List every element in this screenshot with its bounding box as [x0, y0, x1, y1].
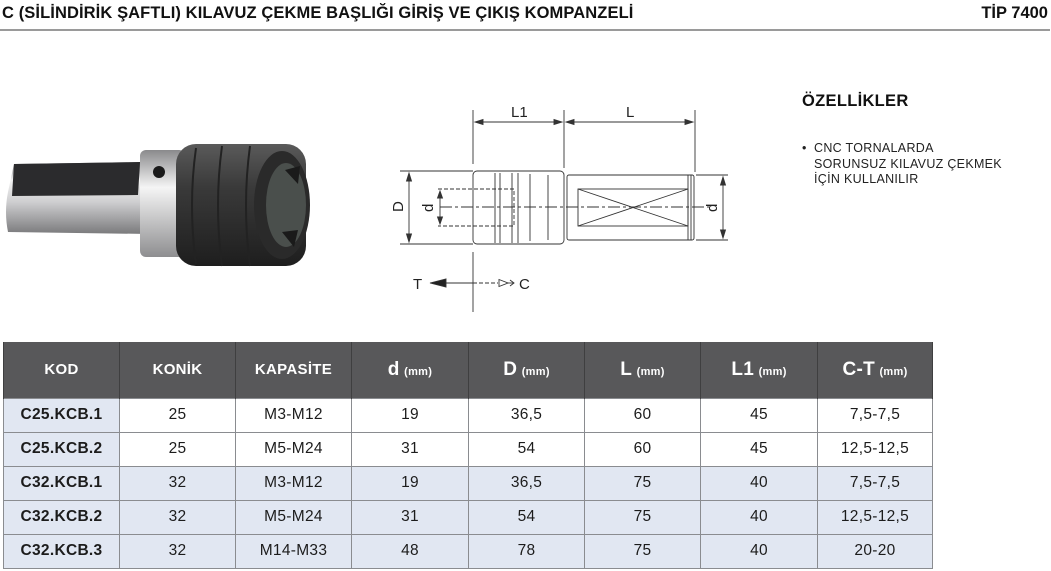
cell-D: 54 — [469, 432, 585, 466]
cell-L: 75 — [585, 534, 701, 568]
title-bar — [0, 0, 1051, 32]
features-heading: ÖZELLİKLER — [802, 92, 909, 110]
cell-kapasite: M5-M24 — [236, 500, 352, 534]
label-d-left: d — [420, 203, 437, 212]
col-header-D: D (mm) — [469, 342, 585, 398]
cell-ct: 7,5-7,5 — [818, 466, 933, 500]
cell-d: 19 — [352, 466, 469, 500]
label-C: C — [519, 276, 530, 293]
page-title: C (SİLİNDİRİK ŞAFTLI) KILAVUZ ÇEKME BAŞLIĞI GİRİŞ VE ÇIKIŞ KOMPANZELİ — [2, 4, 634, 22]
product-photo — [0, 122, 340, 292]
cell-ct: 12,5-12,5 — [818, 500, 933, 534]
col-header-konik: KONİK — [120, 342, 236, 398]
title-divider — [0, 29, 1050, 31]
cell-L: 60 — [585, 398, 701, 432]
cell-D: 54 — [469, 500, 585, 534]
feature-line: İÇİN KULLANILIR — [814, 172, 919, 186]
technical-drawing — [380, 90, 740, 312]
table-row — [4, 466, 933, 500]
cell-kapasite: M3-M12 — [236, 466, 352, 500]
cell-L: 75 — [585, 466, 701, 500]
cell-konik: 32 — [120, 466, 236, 500]
table-row — [4, 500, 933, 534]
label-D: D — [390, 201, 407, 212]
feature-line: SORUNSUZ KILAVUZ ÇEKMEK — [814, 156, 1002, 171]
cell-konik: 32 — [120, 500, 236, 534]
cell-L1: 40 — [701, 534, 818, 568]
label-L: L — [626, 104, 635, 121]
cell-L: 60 — [585, 432, 701, 466]
table-row — [4, 432, 933, 466]
cell-kod: C25.KCB.2 — [4, 432, 120, 466]
cell-L1: 40 — [701, 500, 818, 534]
cell-kod: C32.KCB.1 — [4, 466, 120, 500]
cell-D: 78 — [469, 534, 585, 568]
col-header-kod: KOD — [4, 342, 120, 398]
cell-L1: 45 — [701, 398, 818, 432]
cell-D: 36,5 — [469, 466, 585, 500]
cell-konik: 25 — [120, 432, 236, 466]
cell-kapasite: M5-M24 — [236, 432, 352, 466]
cell-konik: 25 — [120, 398, 236, 432]
feature-item — [802, 141, 1051, 188]
cell-kapasite: M3-M12 — [236, 398, 352, 432]
cell-konik: 32 — [120, 534, 236, 568]
table-row — [4, 534, 933, 568]
cell-kod: C25.KCB.1 — [4, 398, 120, 432]
bullet-icon: • — [802, 141, 807, 155]
label-T: T — [413, 276, 423, 293]
col-header-L1: L1 (mm) — [701, 342, 818, 398]
cell-ct: 20-20 — [818, 534, 933, 568]
feature-line: CNC TORNALARDA — [814, 141, 934, 155]
features-panel — [802, 92, 1051, 188]
spec-table — [3, 342, 933, 569]
cell-L: 75 — [585, 500, 701, 534]
label-d-right: d — [704, 203, 721, 212]
col-header-L: L (mm) — [585, 342, 701, 398]
col-header-d: d (mm) — [352, 342, 469, 398]
col-header-kapasite: KAPASİTE — [236, 342, 352, 398]
cell-kod: C32.KCB.3 — [4, 534, 120, 568]
col-header-ct: C-T (mm) — [818, 342, 933, 398]
cell-kapasite: M14-M33 — [236, 534, 352, 568]
cell-d: 31 — [352, 432, 469, 466]
cell-L1: 40 — [701, 466, 818, 500]
label-L1: L1 — [511, 104, 528, 121]
table-header-row — [4, 342, 933, 398]
cell-kod: C32.KCB.2 — [4, 500, 120, 534]
cell-ct: 12,5-12,5 — [818, 432, 933, 466]
cell-L1: 45 — [701, 432, 818, 466]
cell-ct: 7,5-7,5 — [818, 398, 933, 432]
table-row — [4, 398, 933, 432]
cell-d: 31 — [352, 500, 469, 534]
features-list — [802, 141, 1051, 188]
cell-d: 19 — [352, 398, 469, 432]
type-label: TİP 7400 — [981, 4, 1048, 22]
cell-d: 48 — [352, 534, 469, 568]
cell-D: 36,5 — [469, 398, 585, 432]
